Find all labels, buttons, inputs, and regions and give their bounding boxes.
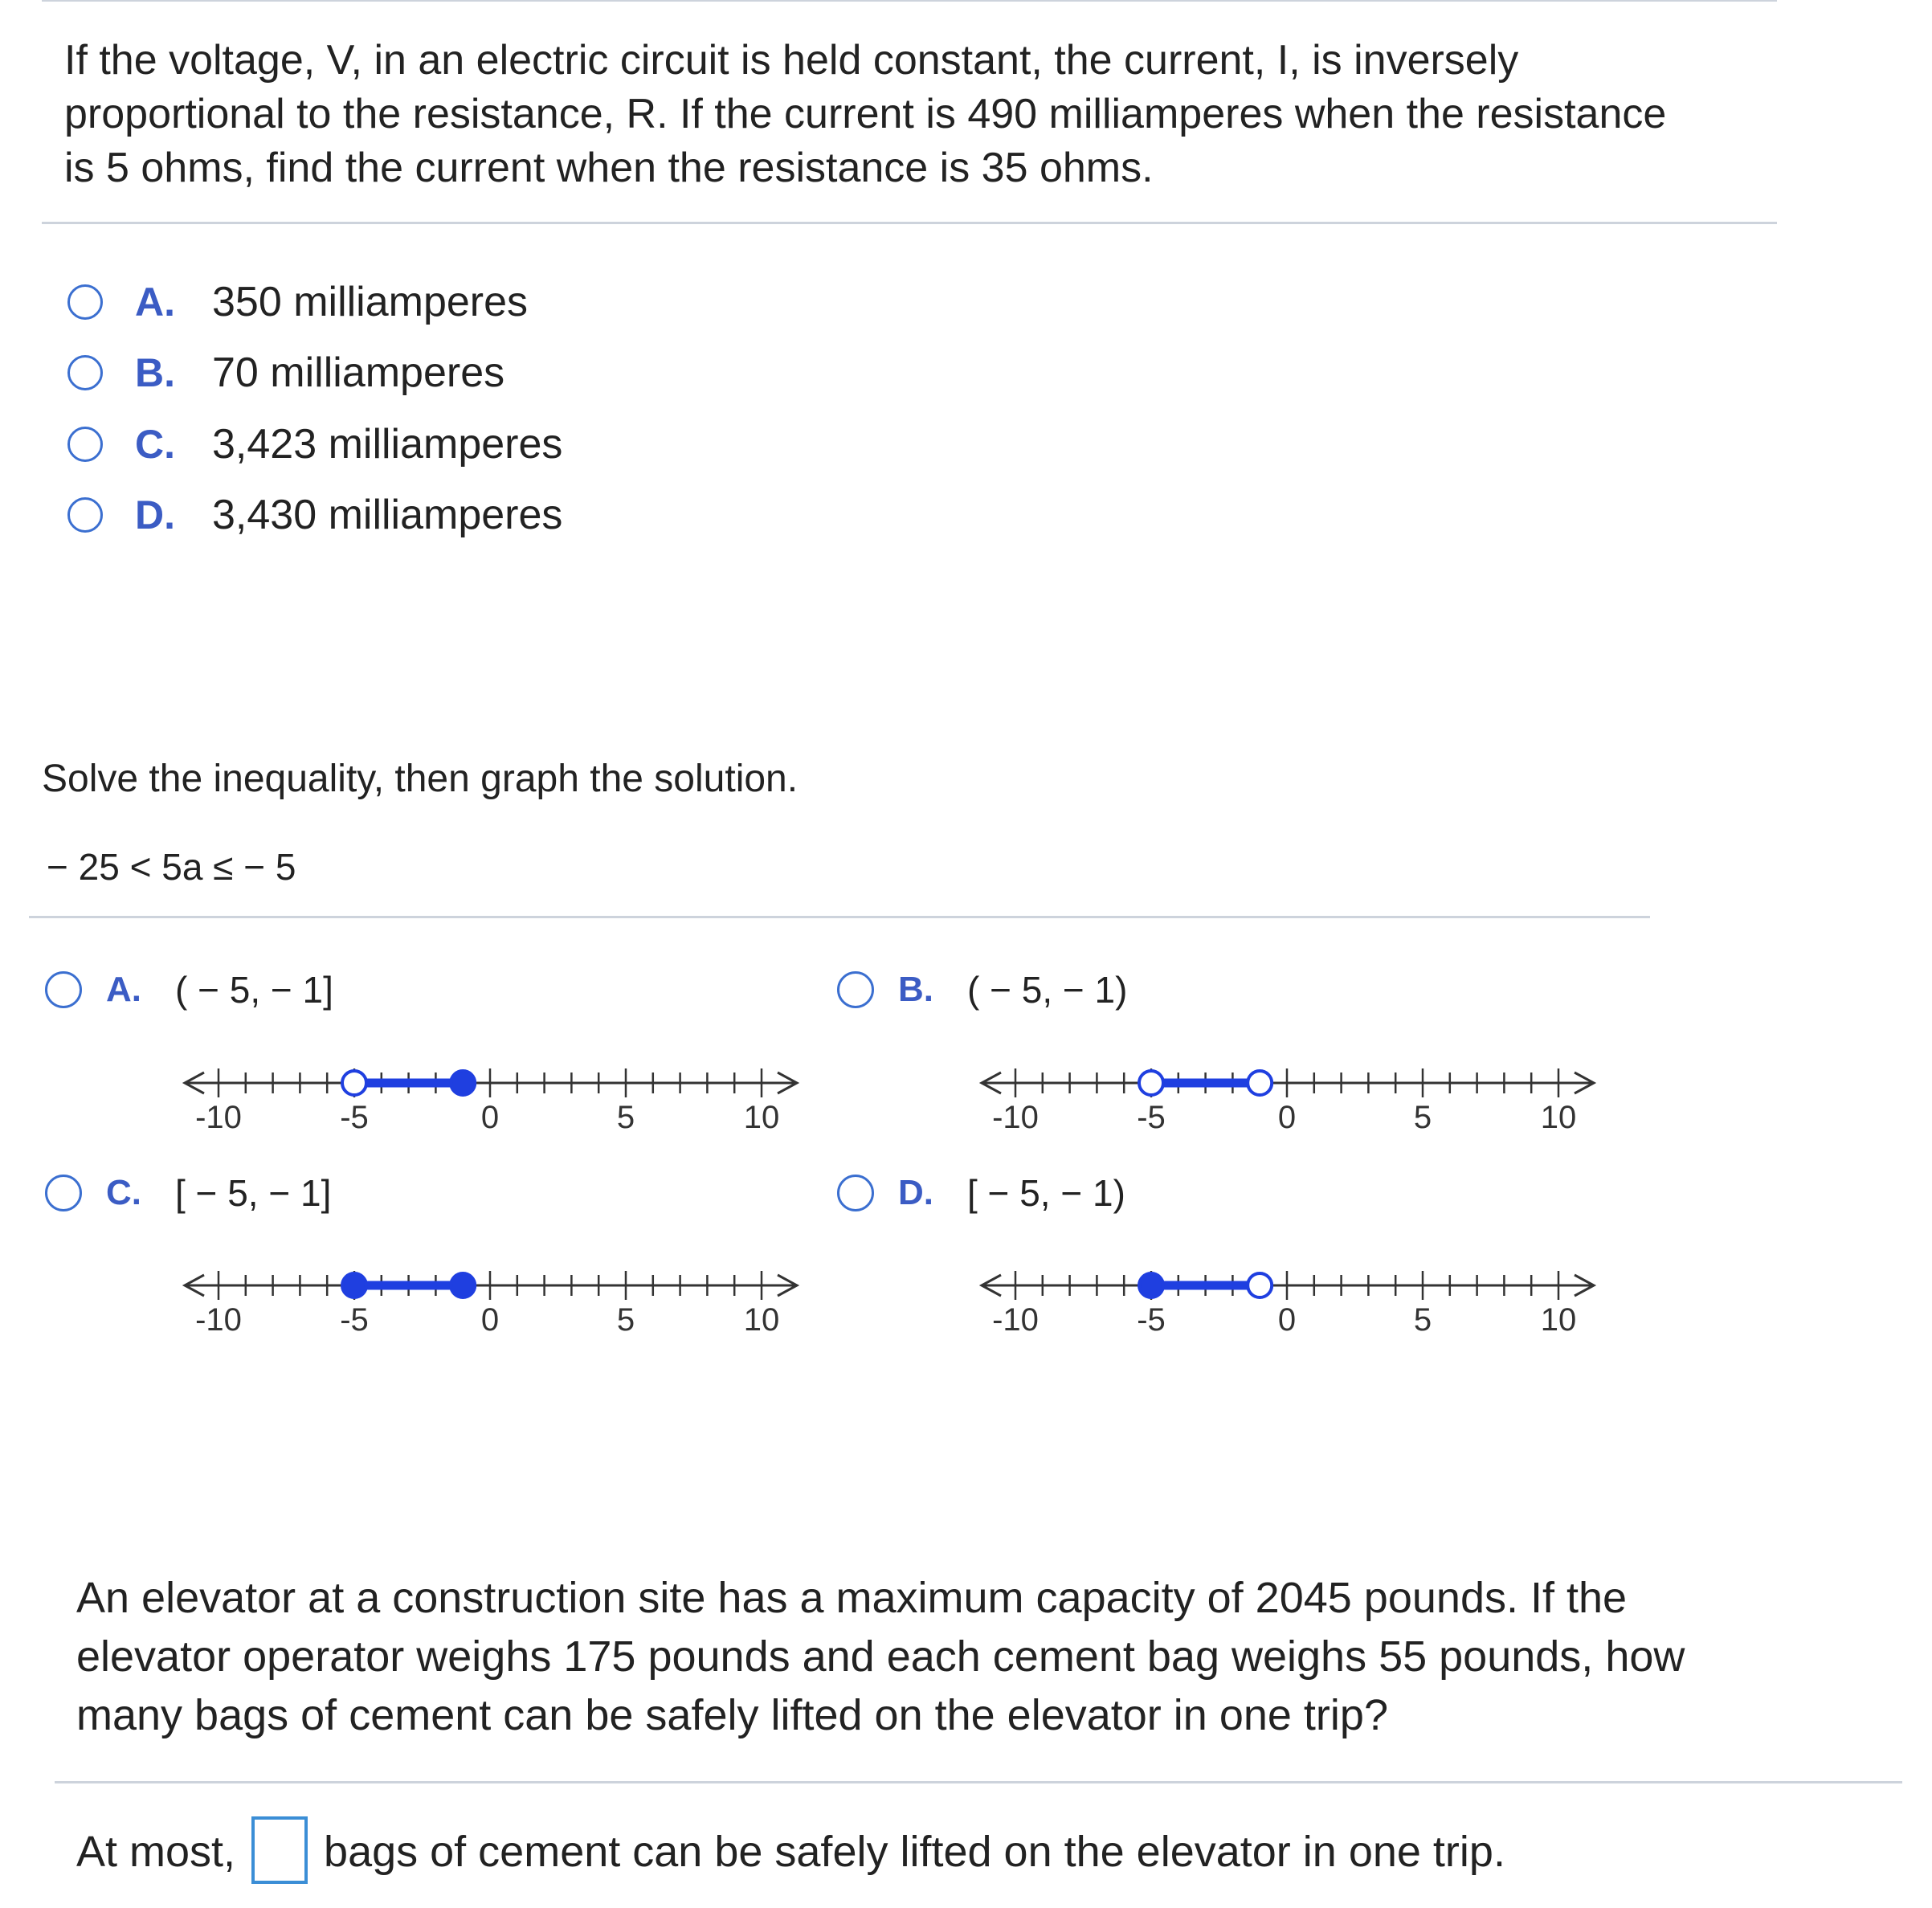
choice-letter: B. (135, 350, 175, 395)
tick-label: 0 (480, 1302, 500, 1338)
tick-label: 5 (1413, 1100, 1432, 1135)
tick-label: 0 (480, 1100, 500, 1135)
tick-label: 10 (1540, 1302, 1577, 1338)
tick-label: -10 (992, 1302, 1039, 1338)
q2-divider (29, 916, 1650, 918)
number-line-a (169, 1052, 835, 1141)
radio-button[interactable] (837, 971, 874, 1008)
choice-text: [ − 5, − 1) (967, 1172, 1125, 1214)
number-line-b (966, 1052, 1632, 1141)
tick-label: 0 (1277, 1302, 1297, 1338)
tick-label: -5 (340, 1302, 369, 1338)
start-endpoint (1139, 1273, 1163, 1297)
choice-letter: B. (898, 970, 933, 1009)
radio-button[interactable] (67, 497, 103, 533)
start-endpoint (1139, 1071, 1163, 1095)
q1-line-3: is 5 ohms, find the current when the resistance is 35 ohms. (64, 145, 1154, 191)
tick-label: 10 (1540, 1100, 1577, 1135)
radio-button[interactable] (45, 1175, 82, 1211)
q1-line-1: If the voltage, V, in an electric circuit is held constant, the current, I, is inversely (64, 37, 1519, 84)
radio-button[interactable] (67, 427, 103, 462)
choice-letter: C. (106, 1173, 141, 1212)
radio-button[interactable] (837, 1175, 874, 1211)
tick-label: 5 (1413, 1302, 1432, 1338)
q2-choice-d[interactable] (837, 1169, 1125, 1217)
choice-text: [ − 5, − 1] (175, 1172, 332, 1214)
q1-choice-c[interactable] (67, 420, 562, 468)
tick-label: -5 (1137, 1302, 1166, 1338)
answer-prefix: At most, (76, 1828, 236, 1876)
end-endpoint (451, 1071, 475, 1095)
q3-line-1: An elevator at a construction site has a maximum capacity of 2045 pounds. If the (76, 1574, 1628, 1622)
choice-letter: C. (135, 422, 175, 467)
end-endpoint (1248, 1071, 1272, 1095)
q2-choice-a[interactable] (45, 966, 333, 1014)
tick-label: -10 (992, 1100, 1039, 1135)
q3-line-3: many bags of cement can be safely lifted on the elevator in one trip? (76, 1691, 1388, 1739)
q3-divider (55, 1781, 1902, 1783)
q3-question-text (76, 1569, 1924, 1745)
q1-line-2: proportional to the resistance, R. If the current is 490 milliamperes when the resistance (64, 91, 1667, 137)
tick-label: -10 (195, 1100, 242, 1135)
end-endpoint (451, 1273, 475, 1297)
start-endpoint (342, 1071, 366, 1095)
choice-text: 3,430 milliamperes (212, 492, 563, 538)
choice-text: 3,423 milliamperes (212, 421, 563, 468)
tick-label: -5 (340, 1100, 369, 1135)
q3-line-2: elevator operator weighs 175 pounds and each cement bag weighs 55 pounds, how (76, 1632, 1685, 1681)
answer-suffix: bags of cement can be safely lifted on the elevator in one trip. (324, 1828, 1505, 1876)
choice-text: ( − 5, − 1) (967, 969, 1128, 1011)
q2-inequality: − 25 < 5a ≤ − 5 (47, 846, 296, 888)
number-line-d (966, 1255, 1632, 1343)
q1-divider (42, 222, 1777, 224)
tick-label: -10 (195, 1302, 242, 1338)
choice-letter: D. (898, 1173, 933, 1212)
tick-label: 5 (616, 1302, 635, 1338)
tick-label: -5 (1137, 1100, 1166, 1135)
radio-button[interactable] (67, 355, 103, 390)
q1-question-text (64, 34, 1791, 195)
answer-input-box[interactable] (251, 1816, 308, 1884)
tick-label: 5 (616, 1100, 635, 1135)
q2-choice-c[interactable] (45, 1169, 331, 1217)
number-line-c (169, 1255, 835, 1343)
tick-label: 10 (743, 1302, 780, 1338)
tick-label: 0 (1277, 1100, 1297, 1135)
choice-text: 70 milliamperes (212, 349, 505, 396)
choice-letter: A. (135, 280, 175, 325)
end-endpoint (1248, 1273, 1272, 1297)
choice-letter: A. (106, 970, 141, 1009)
tick-label: 10 (743, 1100, 780, 1135)
radio-button[interactable] (45, 971, 82, 1008)
choice-text: 350 milliamperes (212, 279, 529, 325)
choice-letter: D. (135, 492, 175, 537)
q2-choice-b[interactable] (837, 966, 1127, 1014)
q1-choice-b[interactable] (67, 349, 504, 397)
start-endpoint (342, 1273, 366, 1297)
q1-choice-d[interactable] (67, 491, 562, 539)
choice-text: ( − 5, − 1] (175, 969, 333, 1011)
q3-answer-line (76, 1812, 1505, 1892)
top-divider (42, 0, 1777, 2)
q1-choice-a[interactable] (67, 278, 528, 326)
radio-button[interactable] (67, 284, 103, 320)
q2-prompt: Solve the inequality, then graph the solution. (42, 758, 799, 800)
